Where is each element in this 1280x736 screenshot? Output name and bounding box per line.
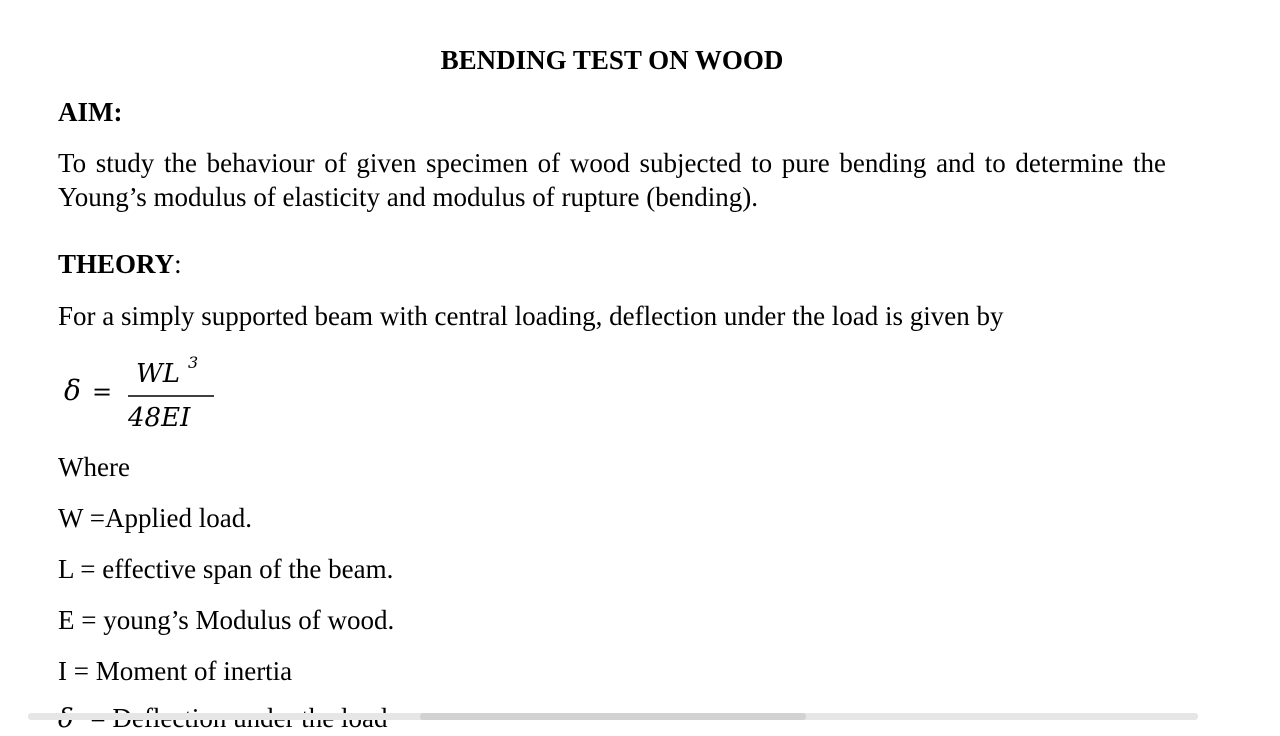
theory-heading-label: THEORY [58,249,175,279]
aim-heading-label: AIM: [58,97,123,127]
aim-paragraph: To study the behaviour of given specimen of wood subjected to pure bending and to determine the Young’s modulus of elasticity and modulus of rupture (bending). [58,148,1166,212]
definition-l: L = effective span of the beam. [58,554,394,584]
aim-heading [58,95,122,129]
formula-denominator: 48EI [128,403,191,432]
document-title: BENDING TEST ON WOOD [440,45,784,75]
where-label: Where [58,452,130,482]
formula-exponent: 3 [188,353,199,372]
theory-heading [58,247,182,281]
formula-equals: = [92,378,113,406]
definition-i: I = Moment of inertia [58,656,293,686]
formula-numerator: WL [136,359,180,389]
horizontal-scrollbar[interactable] [28,713,1198,720]
scrollbar-thumb[interactable] [420,713,806,720]
theory-intro: For a simply supported beam with central loading, deflection under the load is given by [58,301,1004,331]
definition-w: W =Applied load. [58,503,252,533]
definition-e: E = young’s Modulus of wood. [58,605,395,635]
deflection-formula [62,352,222,432]
theory-heading-colon: : [174,249,182,279]
formula-delta: δ [64,374,81,407]
